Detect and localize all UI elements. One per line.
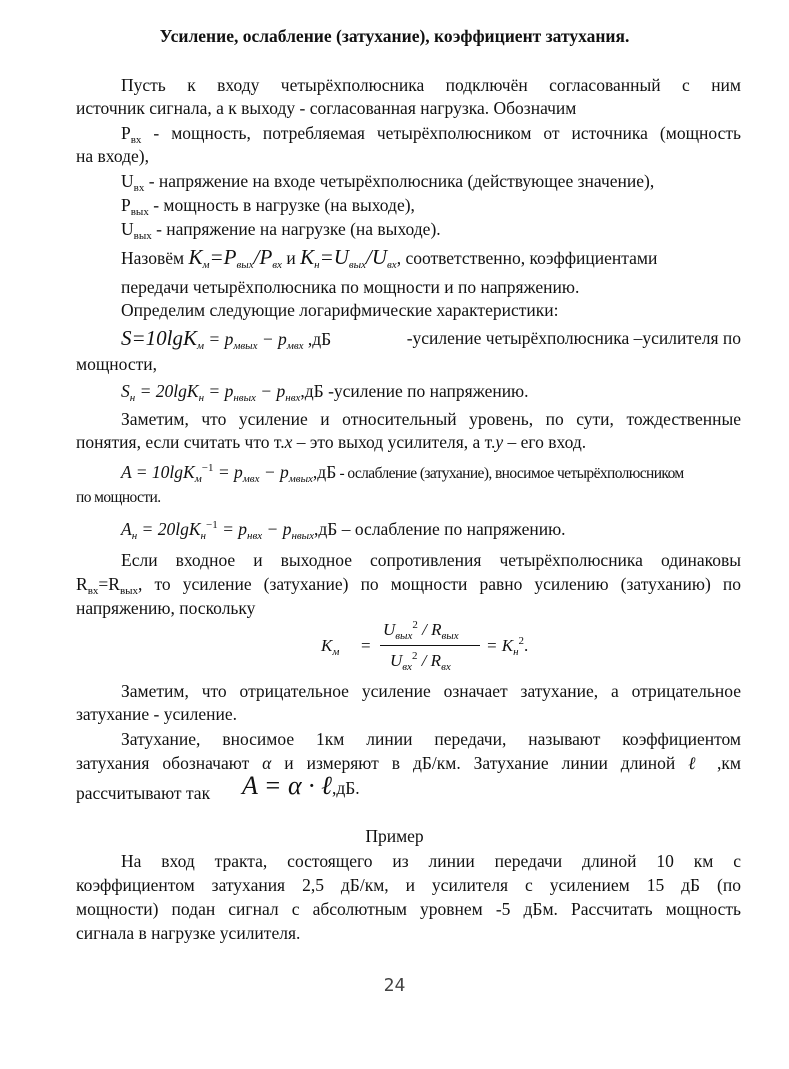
paragraph-line: сигнала в нагрузке усилителя. bbox=[76, 923, 301, 943]
definition-u-in: $U_{вх}$ - напряжение на входе четырёхполюсника (действующее значение), bbox=[121, 171, 655, 194]
paragraph-line: Заметим, что усиление и относительный уровень, по сути, тождественные bbox=[121, 409, 741, 429]
formula-km-rhs: = $K_н^2$. bbox=[486, 635, 529, 658]
paragraph-line: по мощности. bbox=[76, 489, 161, 506]
paragraph-line: передачи четырёхполюсника по мощности и по напряжению. bbox=[121, 277, 580, 297]
definition-u-out: $U_{вых}$ - напряжение на нагрузке (на выходе). bbox=[121, 219, 441, 242]
formula-numerator: $U_{вых}^2 / R_{вых}$ bbox=[383, 619, 459, 642]
paragraph-line: затухание - усиление. bbox=[76, 704, 238, 724]
formula-km-eq: = bbox=[361, 636, 371, 655]
paragraph-line: понятия, если считать что т.x – это выход усилителя, а т.y – его вход. bbox=[76, 432, 587, 452]
paragraph-line: $R_{вх}=R_{вых}$, то усиление (затухание) по мощности равно усилению (затуханию) по bbox=[76, 574, 741, 597]
formula-power-attenuation: $A = 10\lg K_м^{-1} = p_{мвх} - p_{мвых},дБ$ - ослабление (затухание), вносимое четырёхполюсником bbox=[121, 462, 684, 485]
paragraph-line: Заметим, что отрицательное усиление означает затухание, а отрицательное bbox=[121, 681, 741, 701]
formula-denominator: $U_{вх}^2 / R_{вх}$ bbox=[390, 650, 451, 673]
paragraph-line: Затухание, вносимое 1км линии передачи, называют коэффициентом bbox=[121, 729, 741, 749]
formula-voltage-attenuation: $A_н = 20\lg K_н^{-1} = p_{нвх} - p_{нвых},дБ$ – ослабление по напряжению. bbox=[121, 519, 566, 542]
formula-km-lhs: $K_м$ bbox=[321, 636, 340, 658]
formula-power-gain: $S=10\lg K_м = p_{мвых} - p_{мвх}$ ,дБ bbox=[121, 326, 332, 352]
transfer-coefficients-line: Назовём $K_м=P_{вых}/P_{вх}$ и $K_н=U_{вых}/U_{вх}$, соответственно, коэффициентами bbox=[121, 245, 658, 271]
paragraph-line: мощности, bbox=[76, 354, 158, 374]
paragraph-line: Пусть к входу четырёхполюсника подключён согласованный с ним bbox=[121, 75, 741, 95]
definition-p-out: $P_{вых}$ - мощность в нагрузке (на выходе), bbox=[121, 195, 415, 218]
paragraph-line: Определим следующие логарифмические характеристики: bbox=[121, 300, 559, 320]
paragraph-line: коэффициентом затухания 2,5 дБ/км, и усилителя с усилением 15 дБ (по bbox=[76, 875, 741, 895]
definition-p-in-cont: на входе), bbox=[76, 146, 149, 166]
paragraph-line: На вход тракта, состоящего из линии передачи длиной 10 км с bbox=[121, 851, 741, 871]
paragraph-line: источник сигнала, а к выходу - согласованная нагрузка. Обозначим bbox=[76, 98, 577, 118]
paragraph-line: Если входное и выходное сопротивления четырёхполюсника одинаковы bbox=[121, 550, 741, 570]
fraction-bar bbox=[380, 645, 480, 646]
paragraph-line: напряжению, поскольку bbox=[76, 598, 256, 618]
page-title: Усиление, ослабление (затухание), коэффициент затухания. bbox=[159, 26, 630, 46]
page-number: 24 bbox=[383, 975, 406, 996]
formula-description: -усиление четырёхполюсника –усилителя по bbox=[406, 328, 741, 348]
formula-voltage-gain: $S_н = 20\lg K_н = p_{нвых} - p_{нвх},дБ$ -усиление по напряжению. bbox=[121, 381, 529, 404]
paragraph-line: мощности) подан сигнал с абсолютным уровнем -5 дБм. Рассчитать мощность bbox=[76, 899, 741, 919]
paragraph-line: рассчитывают так bbox=[76, 783, 211, 803]
definition-p-in: $P_{вх}$ - мощность, потребляемая четырёхполюсником от источника (мощность bbox=[121, 123, 741, 146]
paragraph-line: затухания обозначают α и измеряют в дБ/км. Затухание линии длиной ℓ ,км bbox=[76, 753, 741, 773]
formula-line-attenuation: A = α · ℓ,дБ. bbox=[242, 771, 360, 800]
example-heading: Пример bbox=[365, 826, 424, 846]
